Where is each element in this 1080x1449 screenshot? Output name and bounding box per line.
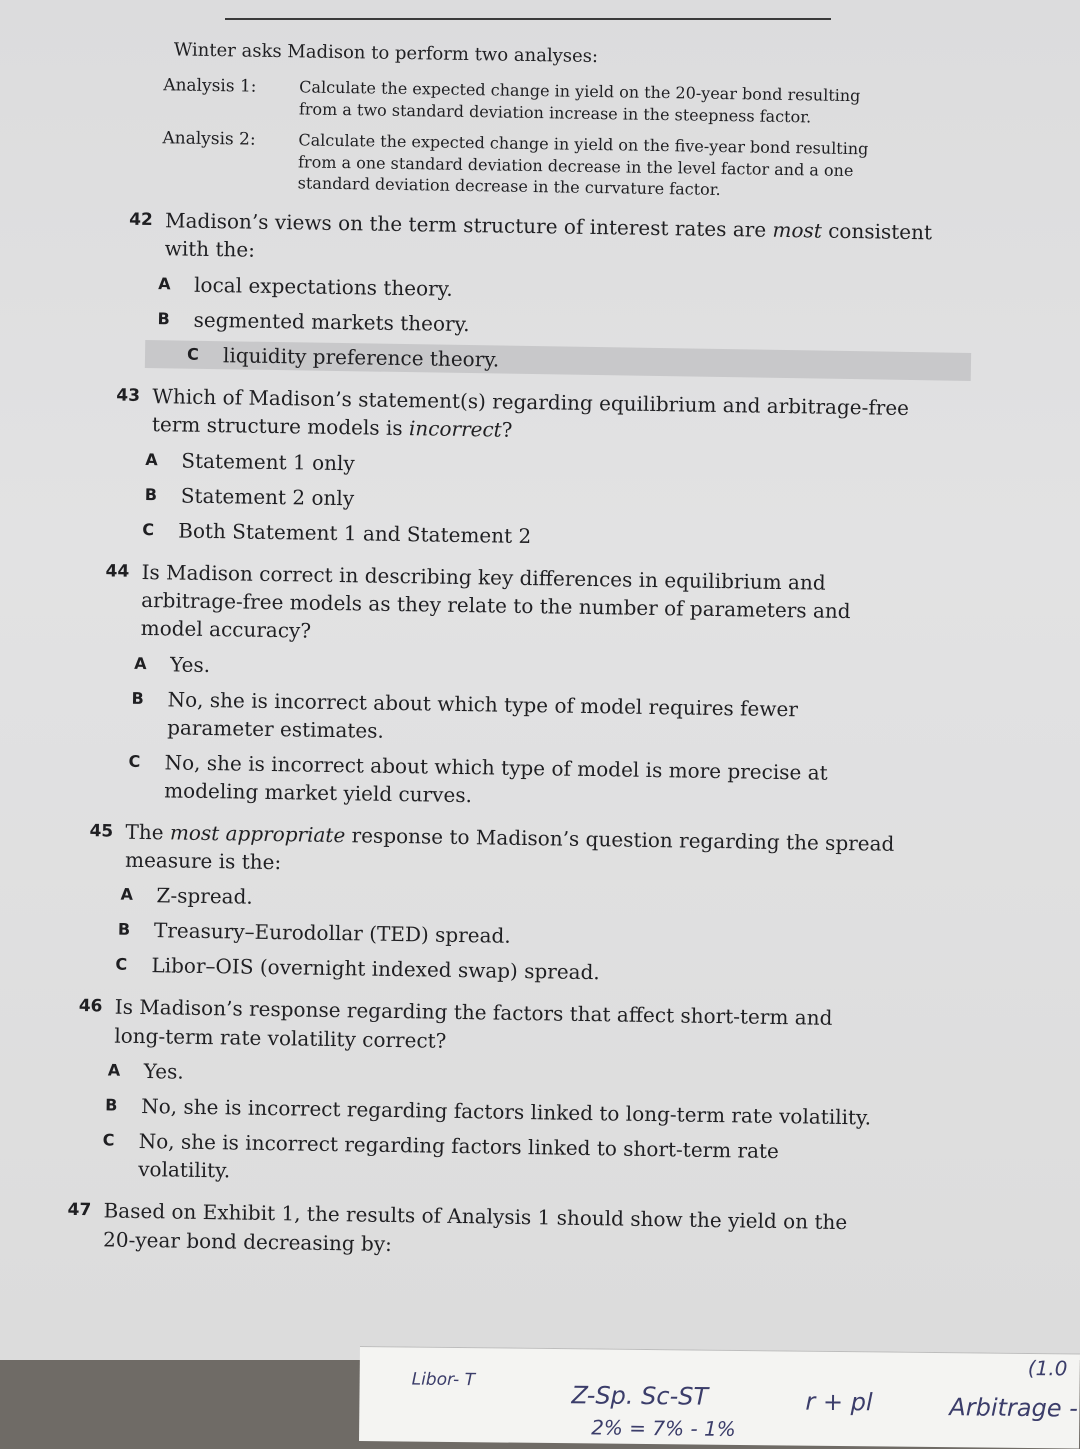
choice-42-c[interactable] [145,340,971,381]
question-42 [128,206,933,275]
note-rpl: r + pl [805,1387,873,1417]
choice-44-a[interactable] [134,650,926,690]
choice-letter: B [157,308,170,329]
note-libor: Libor- T [411,1369,476,1391]
note-paren: (1.0 [1027,1355,1068,1381]
choice-letter: C [142,519,155,539]
choice-43-c[interactable] [142,515,928,555]
question-number: 42 [128,209,153,231]
choice-text: Statement 1 only [181,448,355,475]
choice-42-b[interactable] [157,305,931,345]
intro-text: Winter asks Madison to perform two analyses: [173,39,599,68]
question-text: Based on Exhibit 1, the results of Analysis 1 should show the yield on the 20-year bond decreasing by: [102,1198,848,1256]
top-rule [225,18,831,20]
choice-45-b[interactable] [118,916,922,957]
choice-44-b[interactable] [131,685,926,753]
analysis-2 [162,127,935,204]
note-zspread: Z-Sp. Sc-ST [571,1381,709,1411]
choice-46-c[interactable] [102,1127,919,1196]
question-text: Is Madison correct in describing key differences in equilibrium and arbitrage-free models as they relate to the number of parameters and model accuracy? [140,559,851,643]
page-content [67,38,936,1266]
choice-text: No, she is incorrect regarding factors linked to short-term rate volatility. [138,1129,780,1183]
choice-letter: C [115,955,128,975]
question-45 [89,817,924,887]
analysis-1 [163,74,936,129]
choice-text: Libor–OIS (overnight indexed swap) spread. [151,953,600,985]
choice-letter: A [107,1060,121,1080]
choice-letter: C [102,1130,115,1150]
choice-letter: B [131,688,144,708]
note-formula: 2% = 7% - 1% [591,1415,736,1441]
choice-text: No, she is incorrect regarding factors linked to long-term rate volatility. [141,1094,872,1130]
choice-letter: B [105,1095,118,1115]
analysis-text: Calculate the expected change in yield on the 20-year bond resulting from a two standard deviation increase in the steepness factor. [298,77,861,126]
choice-43-a[interactable] [145,446,929,486]
question-text: Is Madison’s response regarding the factors that affect short-term and long-term rate volatility correct? [114,995,833,1053]
choice-44-c[interactable] [128,747,925,815]
choice-text: segmented markets theory. [193,307,470,336]
question-number: 45 [89,820,114,842]
choice-text: local expectations theory. [193,272,453,301]
question-44 [105,557,928,655]
choice-46-a[interactable] [108,1057,920,1098]
choice-46-b[interactable] [105,1092,919,1133]
choice-letter: A [145,449,158,469]
question-number: 43 [116,385,141,406]
question-text: Which of Madison’s statement(s) regarding equilibrium and arbitrage-free term structure models is incorrect? [151,383,910,442]
question-text: The most appropriate response to Madison’s question regarding the spread measure is the: [124,819,895,875]
question-number: 46 [78,996,103,1017]
note-arbitrage: Arbitrage - [949,1393,1078,1423]
choice-text: No, she is incorrect about which type of model requires fewer parameter estimates. [166,687,799,743]
analysis-label: Analysis 2: [162,128,256,150]
choice-text: No, she is incorrect about which type of model is more precise at modeling market yield curves. [164,750,828,807]
choice-text: liquidity preference theory. [222,342,500,372]
choice-text: Yes. [169,652,211,677]
choice-42-a[interactable] [158,270,932,310]
question-43 [116,381,931,451]
question-number: 44 [105,560,130,582]
handwritten-note [359,1346,1080,1449]
choice-43-b[interactable] [145,481,929,521]
choice-letter: C [128,751,141,771]
analysis-label: Analysis 1: [163,75,257,97]
analysis-text: Calculate the expected change in yield on the five-year bond resulting from a one standard deviation decrease in the level factor and a one standard deviation decrease in the curvature factor. [297,130,869,200]
choice-letter: B [117,920,131,940]
choice-letter: A [158,273,171,294]
choice-text: Statement 2 only [180,483,355,510]
question-text: Madison’s views on the term structure of interest rates are most consistent with the: [164,208,933,263]
choice-letter: B [144,484,158,504]
choice-text: Treasury–Eurodollar (TED) spread. [153,918,511,949]
choice-45-c[interactable] [115,951,921,992]
question-number: 47 [67,1200,92,1221]
choice-letter: A [134,653,147,673]
choice-text: Both Statement 1 and Statement 2 [178,518,532,548]
choice-letter: C [186,344,199,364]
choice-letter: A [120,885,134,905]
question-47 [67,1196,918,1266]
choice-45-a[interactable] [120,881,922,922]
choice-text: Yes. [143,1059,184,1084]
question-46 [78,992,921,1062]
choice-text: Z-spread. [156,883,253,910]
